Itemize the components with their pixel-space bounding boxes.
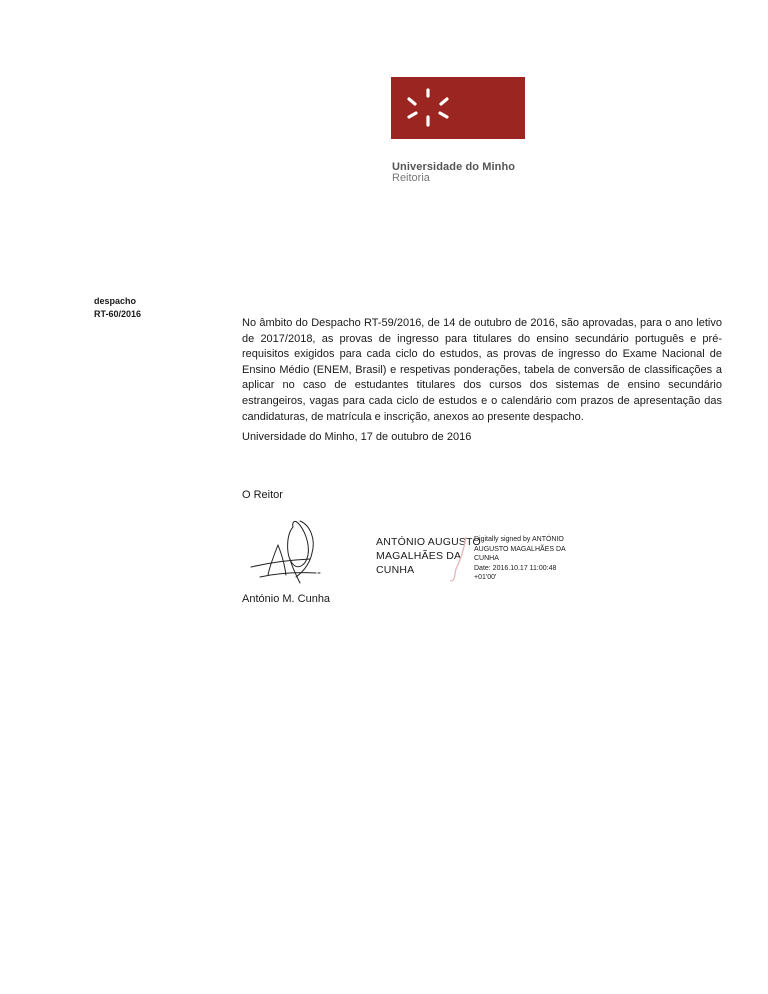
date-line: Universidade do Minho, 17 de outubro de 2016 — [242, 431, 472, 443]
ds-detail-line: CUNHA — [474, 555, 499, 563]
document-type-label: despacho — [94, 296, 137, 306]
signer-name: António M. Cunha — [242, 593, 331, 605]
signer-role: O Reitor — [242, 489, 283, 501]
university-logo — [391, 77, 525, 139]
university-name: Universidade do Minho — [392, 161, 516, 173]
ds-detail-line: AUGUSTO MAGALHÃES DA — [474, 545, 566, 553]
digital-signature-mark-icon — [446, 535, 476, 583]
ds-detail-line: +01'00' — [474, 574, 497, 582]
ds-detail-line: Digitally signed by ANTÓNIO — [474, 536, 564, 543]
document-number-label: RT-60/2016 — [94, 309, 142, 319]
ds-detail-line: Date: 2016.10.17 11:00:48 — [474, 564, 557, 572]
logo-symbol-icon — [391, 77, 525, 139]
dispatch-paragraph: No âmbito do Despacho RT-59/2016, de 14 de outubro de 2016, são aprovadas, para o ano letivo de 2017/2018, as provas de ingresso para titulares do ensino secundário português e pré-requisitos exigidos para cada ciclo do estudos, as provas de ingresso do Exame Nacional de Ensino Médio (ENEM, Brasil) e respetivas ponderações, tabela de conversão de classificações a aplicar no caso de estudantes titulares dos cursos dos sistemas de ensino secundário estrangeiros, vagas para cada ciclo de estudos e o calendário com prazos de apresentação das candidaturas, de matrícula e inscrição, anexos ao presente despacho. — [242, 317, 722, 423]
digital-signature-details — [474, 535, 574, 583]
ds-name-line: CUNHA — [376, 564, 415, 576]
ds-name-line: MAGALHÃES DA — [376, 550, 462, 562]
ds-name-line: ANTÓNIO AUGUSTO — [376, 536, 481, 548]
handwritten-signature — [248, 515, 338, 590]
university-subtitle: Reitoria — [392, 172, 430, 184]
